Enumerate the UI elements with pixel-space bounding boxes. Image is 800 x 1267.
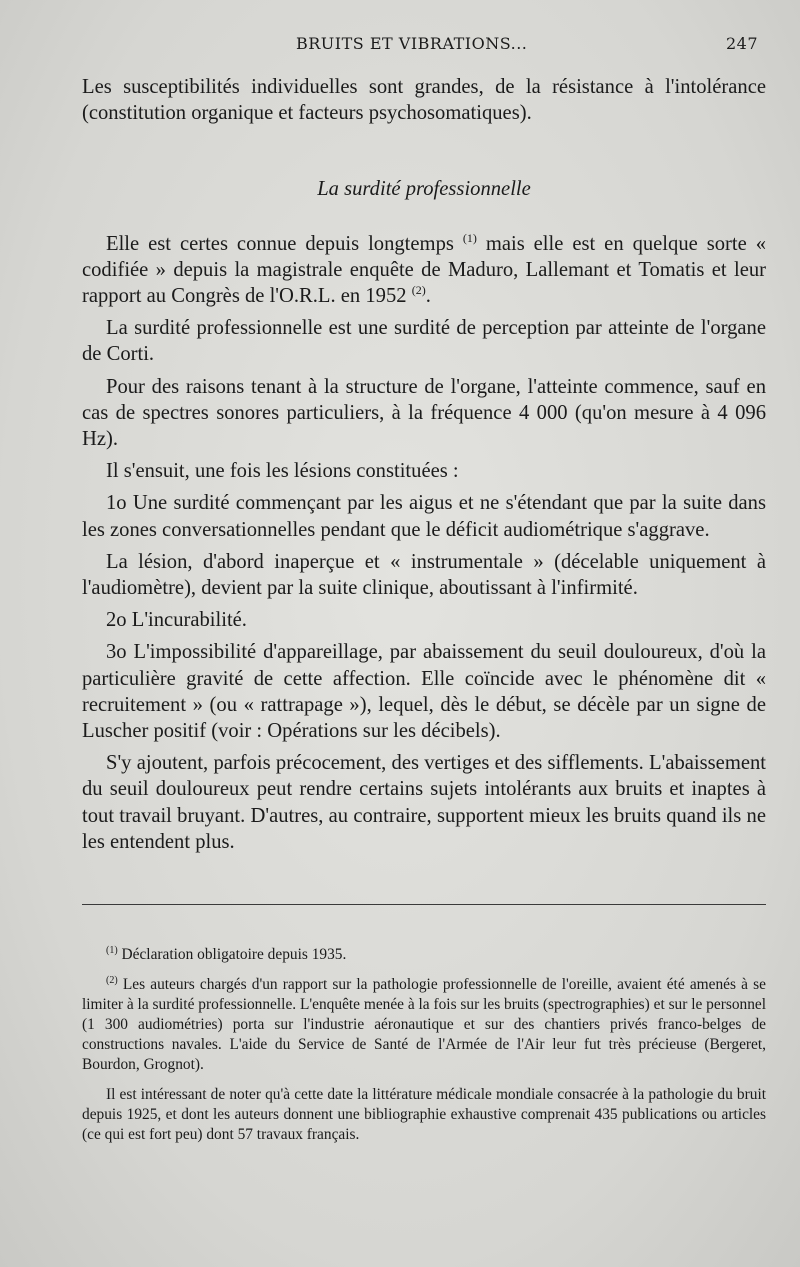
running-title: BRUITS ET VIBRATIONS...	[296, 34, 528, 53]
footnote-2-continuation: Il est intéressant de noter qu'à cette date la littérature médicale mondiale consacrée à la pathologie du bruit depuis 1925, et dont les auteurs donnent une bibliographie exhaustive comprenait 435 publications ou articles (ce qui est fort peu) dont 57 travaux français.	[82, 1086, 766, 1143]
section-title: La surdité professionnelle	[317, 178, 531, 201]
page-header	[80, 34, 770, 58]
footnote-1-mark: (1)	[106, 944, 118, 956]
paragraph-1	[82, 231, 766, 310]
footnote-ref-2[interactable]: (2)	[411, 283, 426, 298]
footnote-2-mark: (2)	[106, 974, 118, 986]
paragraph-5: 1o Une surdité commençant par les aigus et ne s'étendant que par la suite dans les zones conversationnelles pendant que le déficit audiométrique s'aggrave.	[82, 492, 766, 541]
paragraph-8: 3o L'impossibilité d'appareillage, par abaissement du seuil douloureux, d'où la particulière gravité de cette affection. Elle coïncide avec le phénomène dit « recruitement » (ou « rattrapage »), lequel, dès le début, se décèle par un signe de Luscher positif (voir : Opérations sur les décibels).	[82, 641, 766, 743]
footnote-divider	[82, 904, 766, 905]
paragraph-7: 2o L'incurabilité.	[106, 609, 247, 632]
footnotes	[82, 945, 766, 1155]
main-text	[82, 74, 766, 861]
paragraph-2: La surdité professionnelle est une surdité de perception par atteinte de l'organe de Corti.	[82, 317, 766, 366]
page-number: 247	[725, 34, 758, 53]
footnote-2-text: Les auteurs chargés d'un rapport sur la pathologie professionnelle de l'oreille, avaient été amenés à se limiter à la surdité professionnelle. L'enquête menée à la fois sur les bruits (spectrographies) et sur le personnel (1 300 audiométries) porta sur l'industrie aéronautique et sur des chantiers privés franco-belges de constructions navales. L'aide du Service de Santé de l'Armée de l'Air leur fut très précieuse (Bergeret, Bourdon, Grognot).	[82, 976, 767, 1073]
footnote-ref-1[interactable]: (1)	[462, 230, 477, 245]
footnote-1-text: Déclaration obligatoire depuis 1935.	[121, 946, 347, 963]
paragraph-9: S'y ajoutent, parfois précocement, des vertiges et des sifflements. L'abaissement du seuil douloureux peut rendre certains sujets intolérants aux bruits et inaptes à tout travail bruyant. D'autres, au contraire, supportent mieux les bruits quand ils ne les entendent plus.	[82, 752, 766, 853]
paragraph-1-text-a: Elle est certes connue depuis longtemps	[106, 232, 454, 255]
paragraph-6: La lésion, d'abord inaperçue et « instrumentale » (décelable uniquement à l'audiomètre), devient par la suite clinique, aboutissant à l'infirmité.	[82, 550, 766, 600]
paragraph-1-text-c: .	[425, 285, 431, 308]
footnote-2	[82, 975, 766, 1075]
paragraph-4: Il s'ensuit, une fois les lésions constituées :	[106, 460, 459, 483]
paragraph-1-text-b: mais elle est en quelque sorte « codifiée » depuis la magistrale enquête de Maduro, Lallemant et Tomatis et leur rapport au Congrès de l'O.R.L. en 1952	[82, 232, 767, 308]
intro-paragraph: Les susceptibilités individuelles sont grandes, de la résistance à l'intolérance (constitution organique et facteurs psychosomatiques).	[82, 76, 766, 125]
footnote-1	[82, 945, 766, 965]
paragraph-3: Pour des raisons tenant à la structure de l'organe, l'atteinte commence, sauf en cas de spectres sonores particuliers, à la fréquence 4 000 (qu'on mesure à 4 096 Hz).	[82, 375, 766, 451]
